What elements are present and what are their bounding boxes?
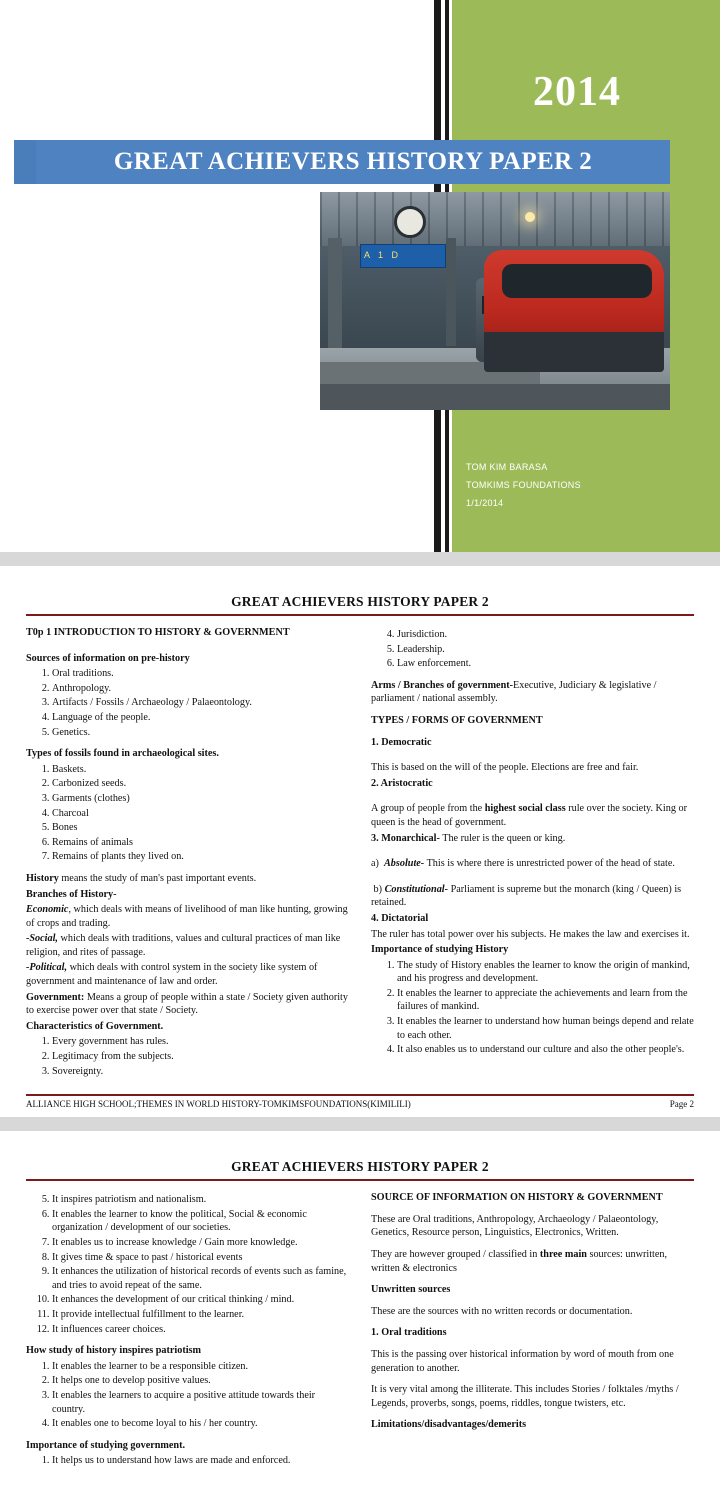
list-item: 2. Carbonized seeds. — [52, 777, 349, 791]
photo-station-clock — [394, 206, 426, 238]
list-item: 3. Artifacts / Fossils / Archaeology / Palaeontology. — [52, 696, 349, 710]
list-item: 1. Baskets. — [52, 763, 349, 777]
page2-democratic-body: This is based on the will of the people. Elections are free and fair. — [371, 762, 639, 774]
page3-oral-paragraph-2: It is very vital among the illiterate. This includes Stories / folktales /myths / Legends, proverbs, songs, poems, riddles, tongue twisters, etc. — [371, 1384, 679, 1409]
list-item: 11. It provide intellectual fulfillment to the learner. — [52, 1308, 349, 1322]
page2-heading-importance: Importance of studying History — [371, 944, 509, 956]
page2-right-column — [371, 626, 694, 1086]
photo-locomotive-base — [484, 332, 664, 372]
page3-list-patriotism — [26, 1360, 349, 1431]
list-item: 4. It enables one to become loyal to his / her country. — [52, 1417, 349, 1431]
cover-date: 1/1/2014 — [466, 498, 504, 508]
list-item: 4. It also enables us to understand our culture and also the other people's. — [397, 1043, 694, 1057]
cover-year: 2014 — [533, 69, 621, 115]
economic-text: , which deals with means of livelihood of man like hunting, growing of crops and trading. — [26, 904, 348, 929]
government-text: Means a group of people within a state / Society given authority to exercise power over that state / Society. — [26, 991, 348, 1017]
branches-rest: of History- — [66, 888, 117, 900]
page3-heading-sources: SOURCE OF INFORMATION ON HISTORY & GOVERNMENT — [371, 1192, 663, 1204]
list-item: 3. It enables the learner to understand how human beings depend and relate to each other. — [397, 1015, 694, 1042]
page2-list-importance — [371, 959, 694, 1057]
grouping-c: sources: unwritten, written & electronics — [371, 1249, 668, 1274]
list-item: 6. Law enforcement. — [397, 657, 694, 671]
page2-heading-types: TYPES / FORMS OF GOVERNMENT — [371, 714, 543, 726]
cover-photo-train-station — [320, 192, 670, 410]
page2-economic-line — [26, 903, 349, 930]
page3-right-column — [371, 1191, 694, 1476]
political-term: -Political, — [26, 962, 68, 974]
document-page-3 — [0, 1131, 720, 1492]
page2-government-line — [26, 991, 349, 1018]
page3-title-rule — [26, 1179, 694, 1181]
list-item: 7. It enables us to increase knowledge / Gain more knowledge. — [52, 1236, 349, 1250]
photo-locomotive-window — [502, 264, 652, 298]
page2-aristocratic-body — [371, 802, 694, 829]
list-item: 5. Bones — [52, 821, 349, 835]
history-term: History — [26, 872, 59, 884]
list-item: 2. Legitimacy from the subjects. — [52, 1050, 349, 1064]
list-item: 6. It enables the learner to know the political, Social & economic organization / development of our societies. — [52, 1208, 349, 1235]
absolute-term: Absolute- — [384, 858, 425, 870]
constitutional-text: Parliament is supreme but the monarch (king / Queen) is retained. — [371, 883, 682, 909]
page2-heading-characteristics: Characteristics of Government. — [26, 1020, 164, 1032]
page2-title-rule — [26, 614, 694, 616]
political-text: which deals with control system in the society like system of government and maintenance of law and order. — [26, 962, 318, 988]
list-item: 5. Genetics. — [52, 726, 349, 740]
economic-term: Economic — [26, 904, 69, 916]
list-item: 12. It influences career choices. — [52, 1323, 349, 1337]
aristocratic-c: rule over the society. King or queen is the head of government. — [371, 803, 687, 828]
page3-item-oral-traditions: 1. Oral traditions — [371, 1327, 447, 1339]
list-item: 1. Oral traditions. — [52, 667, 349, 681]
page2-list-sources — [26, 667, 349, 739]
page3-title: GREAT ACHIEVERS HISTORY PAPER 2 — [231, 1159, 489, 1175]
page2-title: GREAT ACHIEVERS HISTORY PAPER 2 — [231, 594, 489, 609]
page3-list-importance-government — [26, 1454, 349, 1468]
list-item: 1. The study of History enables the learner to know the origin of mankind, and his progress and development. — [397, 959, 694, 986]
page3-sources-paragraph: These are Oral traditions, Anthropology, Archaeology / Palaeontology, Genetics, Resource person, Linguistics, Electronics, Written. — [371, 1213, 659, 1239]
page2-type-dictatorial: 4. Dictatorial — [371, 912, 429, 924]
history-definition-text: means the study of man's past important events. — [58, 872, 257, 884]
page3-heading-patriotism: How study of history inspires patriotism — [26, 1345, 201, 1357]
social-term: -Social, — [26, 933, 58, 945]
page2-left-column — [26, 626, 349, 1086]
page3-oral-paragraph-1: This is the passing over historical information by word of mouth from one generation to another. — [371, 1348, 674, 1374]
list-item: 4. Jurisdiction. — [397, 628, 694, 642]
list-item: 6. Remains of animals — [52, 836, 349, 850]
monarchical-term: 3. Monarchical- — [371, 832, 440, 844]
monarchical-text: The ruler is the queen or king. — [439, 832, 566, 844]
page2-type-aristocratic: 2. Aristocratic — [371, 777, 433, 789]
list-item: 3. Garments (clothes) — [52, 792, 349, 806]
constitutional-term: Constitutional- — [384, 883, 449, 895]
page3-heading-unwritten: Unwritten sources — [371, 1284, 451, 1296]
government-term: Government: — [26, 991, 85, 1003]
list-item: 4. Charcoal — [52, 807, 349, 821]
footer-left-text: ALLIANCE HIGH SCHOOL;THEMES IN WORLD HISTORY-TOMKIMSFOUNDATIONS(KIMILILI) — [26, 1099, 411, 1110]
page3-grouping-paragraph — [371, 1248, 694, 1275]
grouping-b: three main — [539, 1249, 587, 1260]
photo-platform-edge — [320, 384, 670, 410]
list-item: 1. Every government has rules. — [52, 1035, 349, 1049]
page2-political-line — [26, 961, 349, 988]
page2-arms-line — [371, 679, 694, 706]
page3-list-importance-cont — [26, 1193, 349, 1336]
page2-absolute-line: a) Absolute- This is where there is unrestricted power of the head of state. — [371, 858, 675, 870]
arms-text: Executive, Judiciary & legislative / parliament / national assembly. — [371, 679, 657, 705]
page2-heading-fossils: Types of fossils found in archaeological sites. — [26, 748, 219, 760]
page2-history-definition — [26, 872, 349, 886]
page2-list-characteristics-cont — [371, 628, 694, 671]
arms-term: Arms / Branches of government- — [371, 679, 514, 691]
footer-page-number: Page 2 — [669, 1099, 694, 1110]
photo-pillar-left — [328, 238, 342, 358]
page2-type-democratic: 1. Democratic — [371, 736, 432, 748]
page-separator-2 — [0, 1117, 720, 1131]
cover-page — [0, 0, 720, 552]
page3-heading-importance-government: Importance of studying government. — [26, 1439, 186, 1451]
page2-social-line — [26, 932, 349, 959]
page2-constitutional-line: b) Constitutional- Parliament is supreme but the monarch (king / Queen) is retained. — [371, 883, 682, 909]
list-item: 3. It enables the learners to acquire a positive attitude towards their country. — [52, 1389, 349, 1416]
social-text: which deals with traditions, values and cultural practices of man like religion, and rites of passage. — [26, 933, 341, 958]
absolute-text: This is where there is unrestricted power of the head of state. — [424, 858, 675, 870]
branches-term: Branches — [26, 888, 67, 900]
list-item: 10. It enhances the development of our critical thinking / mind. — [52, 1293, 349, 1307]
aristocratic-b: highest social class — [484, 803, 566, 815]
photo-platform-sign-text: A 1 D — [364, 250, 402, 260]
list-item: 5. Leadership. — [397, 643, 694, 657]
grouping-a: They are however grouped / classified in — [371, 1249, 540, 1260]
list-item: 1. It enables the learner to be a responsible citizen. — [52, 1360, 349, 1374]
list-item: 4. Language of the people. — [52, 711, 349, 725]
photo-roof-beams — [320, 192, 670, 246]
cover-organization: TOMKIMS FOUNDATIONS — [466, 480, 581, 490]
document-page-2 — [0, 566, 720, 1117]
page2-dictatorial-body: The ruler has total power over his subjects. He makes the law and exercises it. — [371, 928, 690, 940]
page2-footer — [26, 1094, 694, 1109]
page2-list-characteristics — [26, 1035, 349, 1078]
page3-unwritten-paragraph: These are the sources with no written records or documentation. — [371, 1305, 633, 1317]
list-item: 1. It helps us to understand how laws are made and enforced. — [52, 1454, 349, 1468]
page2-list-fossils — [26, 763, 349, 864]
cover-author: TOM KIM BARASA — [466, 462, 548, 472]
page2-branches-line — [26, 888, 349, 902]
list-item: 3. Sovereignty. — [52, 1065, 349, 1079]
page2-heading-sources: Sources of information on pre-history — [26, 652, 190, 664]
list-item: 9. It enhances the utilization of historical records of events such as famine, and tries to avoid repeat of the same. — [52, 1265, 349, 1292]
list-item: 7. Remains of plants they lived on. — [52, 850, 349, 864]
list-item: 2. It helps one to develop positive values. — [52, 1374, 349, 1388]
cover-credits — [466, 458, 581, 512]
photo-pillar-right — [446, 238, 456, 346]
photo-lamp — [525, 212, 535, 222]
page3-heading-limitations: Limitations/disadvantages/demerits — [371, 1419, 527, 1431]
aristocratic-a: A group of people from the — [371, 803, 485, 815]
page2-type-monarchical — [371, 832, 694, 846]
cover-title: GREAT ACHIEVERS HISTORY PAPER 2 — [113, 148, 593, 175]
list-item: 2. Anthropology. — [52, 682, 349, 696]
list-item: 5. It inspires patriotism and nationalism. — [52, 1193, 349, 1207]
list-item: 8. It gives time & space to past / historical events — [52, 1251, 349, 1265]
page2-heading-topic: T0p 1 INTRODUCTION TO HISTORY & GOVERNMENT — [26, 627, 290, 638]
list-item: 2. It enables the learner to appreciate the achievements and learn from the failures of mankind. — [397, 987, 694, 1014]
page-separator-1 — [0, 552, 720, 566]
page3-left-column — [26, 1191, 349, 1476]
